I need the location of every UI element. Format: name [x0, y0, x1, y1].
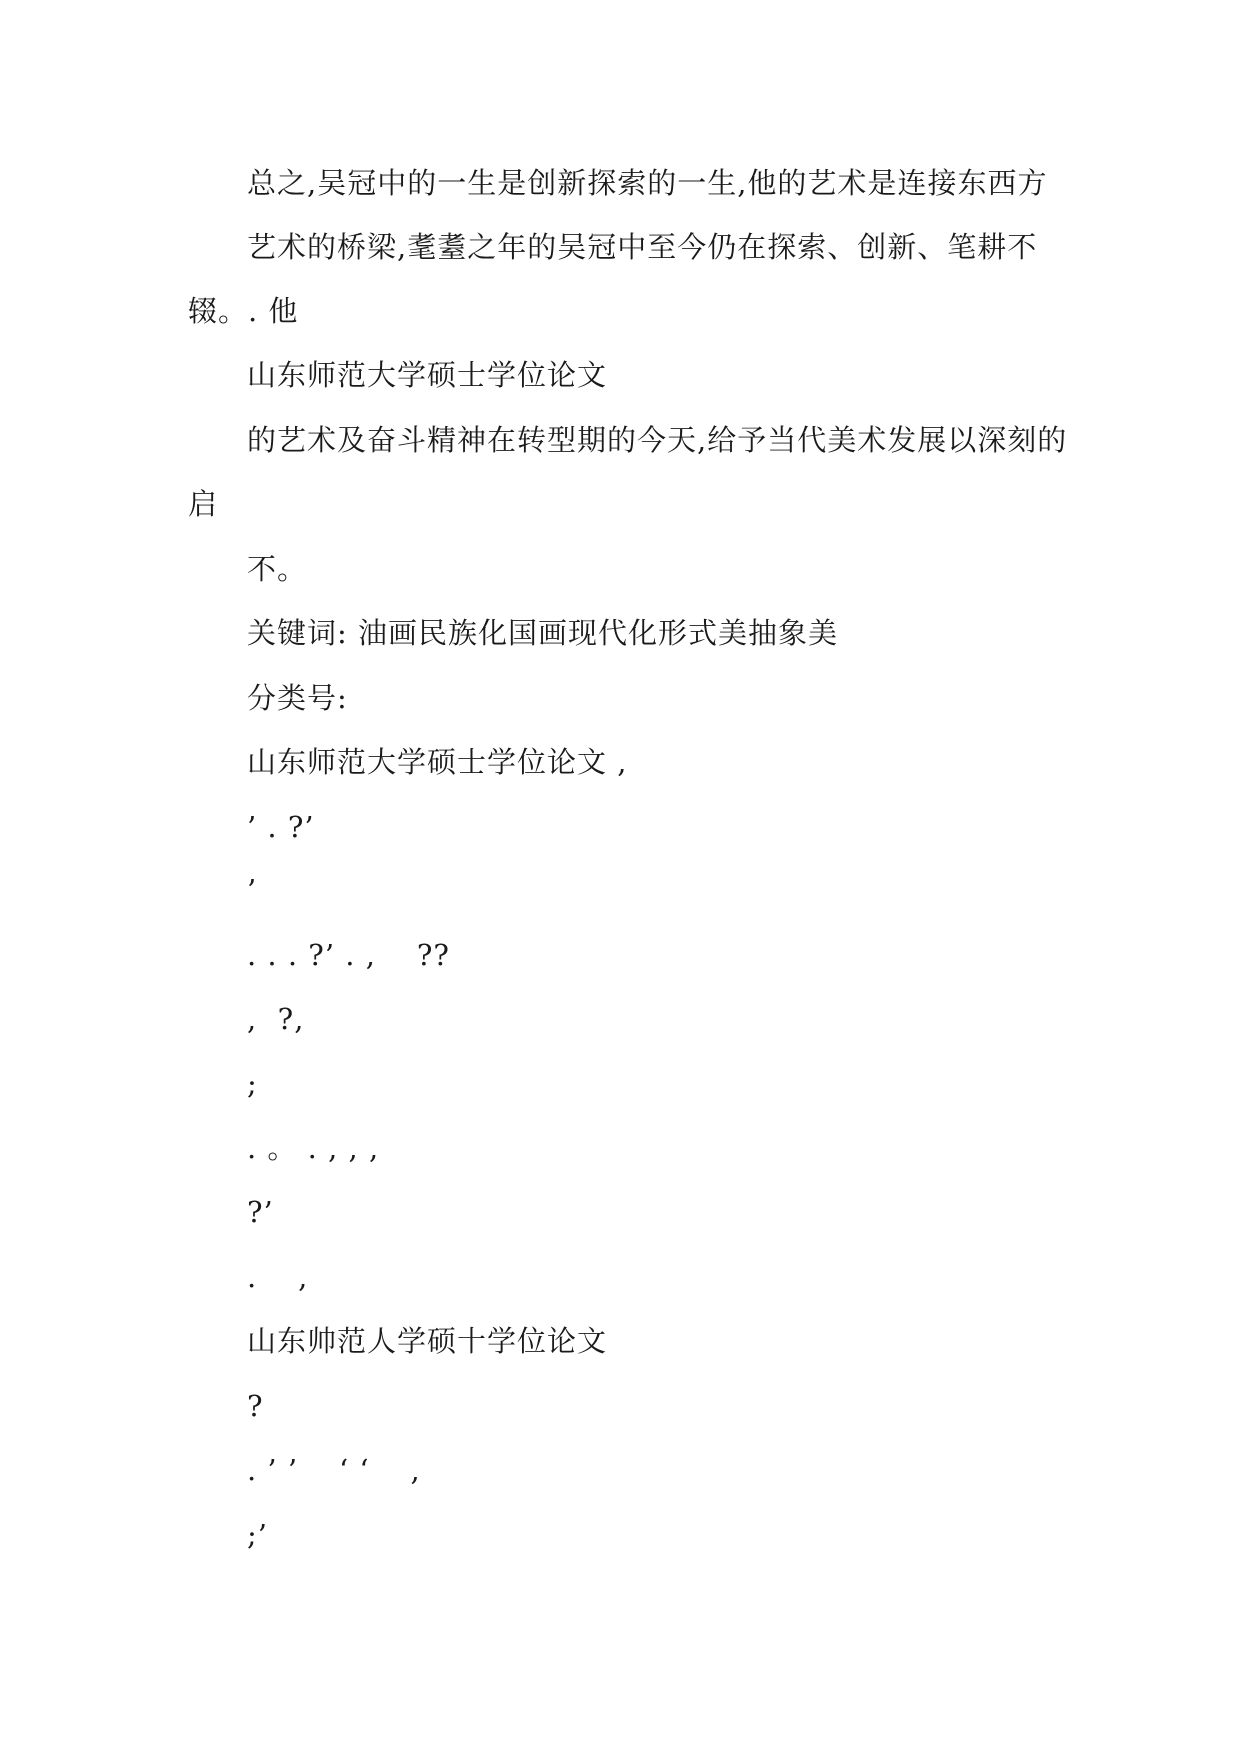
paragraph-line: 总之,吴冠中的一生是创新探索的一生,他的艺术是连接东西方	[247, 166, 1048, 200]
classification-line: 分类号:	[247, 681, 348, 715]
garbled-line: ’ . ?’	[247, 810, 315, 844]
paragraph-line: 辍。. 他	[188, 294, 299, 328]
paragraph-line: 不。	[247, 552, 308, 586]
paragraph-line: 的艺术及奋斗精神在转型期的今天,给予当代美术发展以深刻的	[247, 423, 1068, 457]
garbled-line: . ’ ’ ‘ ‘ ,	[247, 1453, 421, 1487]
garbled-line: ’	[247, 873, 258, 907]
garbled-line: , ?,	[247, 1002, 305, 1036]
running-header: 山东师范大学硕士学位论文	[247, 358, 608, 392]
garbled-line: ?’	[247, 1195, 274, 1229]
garbled-line: ;’	[247, 1518, 268, 1552]
garbled-line: ?	[247, 1389, 264, 1423]
paragraph-line: 艺术的桥梁,耄耋之年的吴冠中至今仍在探索、创新、笔耕不	[247, 230, 1038, 264]
running-header: 山东帅范人学硕十学位论文	[247, 1324, 608, 1358]
running-header: 山东师范大学硕士学位论文 ,	[247, 745, 628, 779]
keywords-line: 关键词: 油画民族化国画现代化形式美抽象美	[247, 616, 838, 650]
paragraph-line: 启	[188, 487, 219, 521]
garbled-line: . ,	[247, 1260, 309, 1294]
garbled-line: . 。 . , , ,	[247, 1131, 380, 1165]
garbled-line: ;	[247, 1067, 258, 1101]
garbled-line: . . . ?’ . , ??	[247, 938, 450, 972]
